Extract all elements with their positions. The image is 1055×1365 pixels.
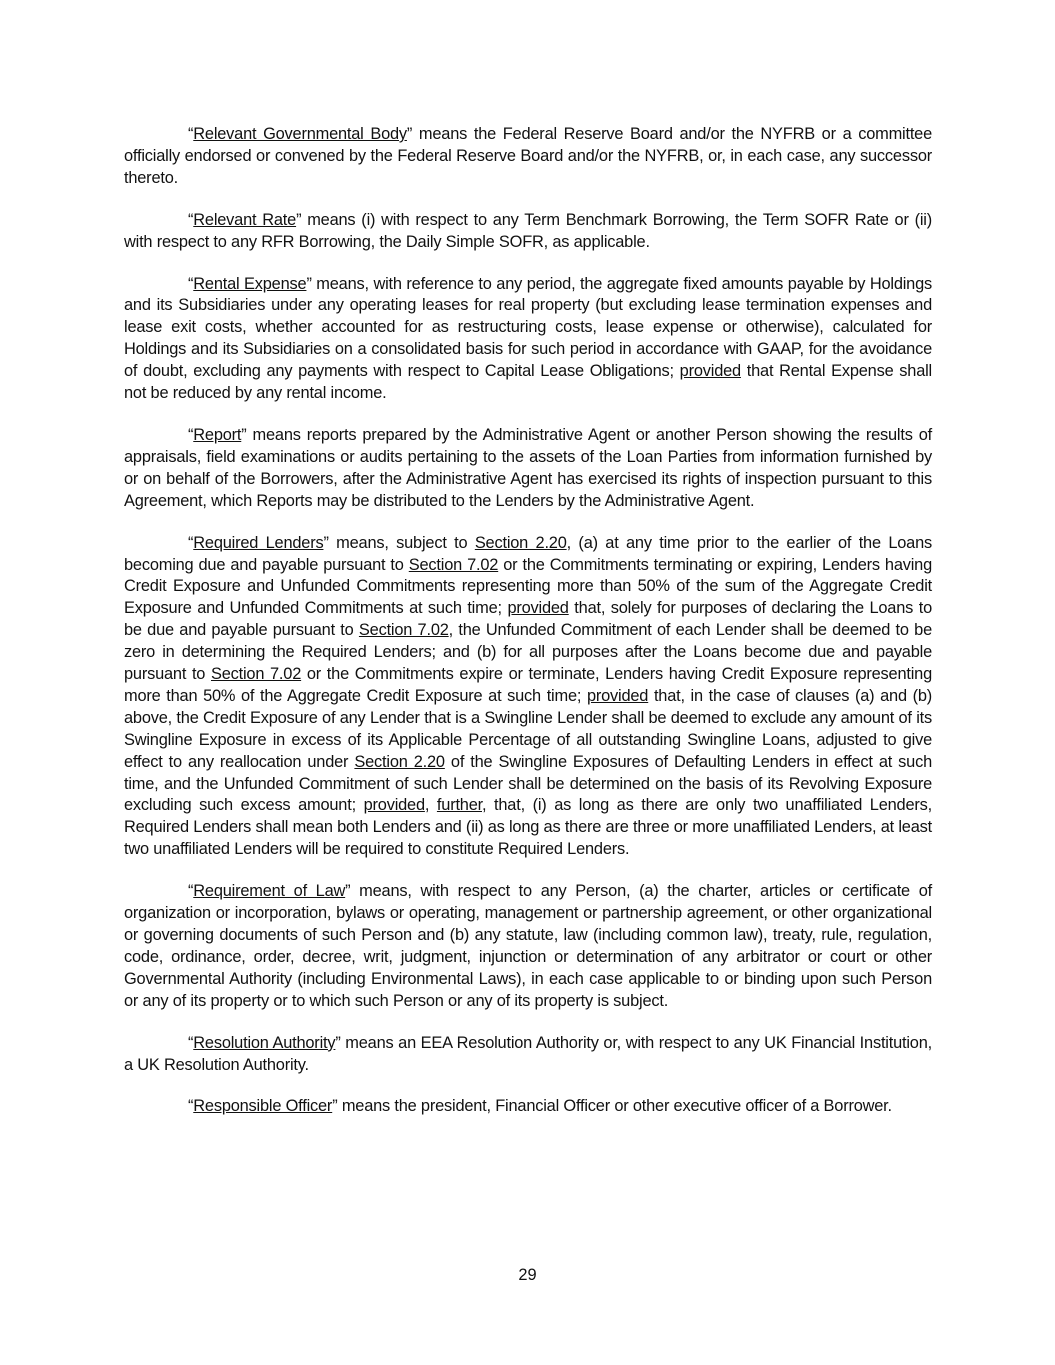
- cross-reference: provided: [363, 796, 425, 815]
- definition-text: means, subject to: [328, 533, 475, 552]
- cross-reference: Section 2.20: [354, 752, 445, 771]
- cross-reference: Section 2.20: [474, 533, 567, 552]
- page-number: 29: [518, 1266, 537, 1284]
- definition-paragraph: “Required Lenders” means, subject to Section 2.20, (a) at any time prior to the earlier of the Loans becoming due and payable pursuant to Section 7.02 or the Commitments terminating or expiring, Lenders having Credit Exposure and Unfunded Commitments representing more than 50% of the sum of the Aggregate Credit Exposure and Unfunded Commitments at such time; provided that, solely for purposes of declaring the Loans to be due and payable pursuant to Section 7.02, the Unfunded Commitment of each Lender shall be deemed to be zero in determining the Required Lenders; and (b) for all purposes after the Loans become due and payable pursuant to Section 7.02 or the Commitments expire or terminate, Lenders having Credit Exposure representing more than 50% of the Aggregate Credit Exposure at such time; provided that, in the case of clauses (a) and (b) above, the Credit Exposure of any Lender that is a Swingline Lender shall be deemed to exclude any amount of its Swingline Exposure in excess of its Applicable Percentage of all outstanding Swingline Loans, adjusted to give effect to any reallocation under Section 2.20 of the Swingline Exposures of Defaulting Lenders in effect at such time, and the Unfunded Commitment of such Lender shall be determined on the basis of its Revolving Exposure excluding such excess amount; provided, further, that, (i) as long as there are only two unaffiliated Lenders, Required Lenders shall mean both Lenders and (ii) as long as there are three or more unaffiliated Lenders, at least two unaffiliated Lenders will be required to constitute Required Lenders.: [124, 533, 933, 859]
- definition-text: , (a) at any time prior to the earlier of the Loans becoming due and payable pursuant to: [124, 533, 932, 574]
- cross-reference: provided: [679, 362, 741, 381]
- defined-term: Resolution Authority: [193, 1033, 336, 1052]
- cross-reference: provided: [507, 599, 569, 618]
- definition-paragraph: “Rental Expense” means, with reference to any period, the aggregate fixed amounts payable by Holdings and its Subsidiaries under any operating leases for real property (but excluding lease termination expenses and lease exit costs, whether accounted for as restructuring costs, lease expense or otherwise), calculated for Holdings and its Subsidiaries on a consolidated basis for such period in accordance with GAAP, for the avoidance of doubt, excluding any payments with respect to Capital Lease Obligations; provided that Rental Expense shall not be reduced by any rental income.: [124, 274, 933, 403]
- definition-text: that Rental Expense shall not be reduced by any rental income.: [124, 362, 932, 403]
- definition-text: of the Swingline Exposures of Defaulting Lenders in effect at such time, and the Unfunded Commitment of such Lender shall be determined on the basis of its Revolving Exposure excluding such excess amount;: [124, 752, 933, 815]
- definition-text: means the Federal Reserve Board and/or the NYFRB or a committee officially endorsed or convened by the Federal Reserve Board and/or the NYFRB, or, in each case, any successor thereto.: [124, 125, 933, 187]
- cross-reference: provided: [586, 686, 649, 705]
- cross-reference: Section 7.02: [210, 665, 302, 684]
- defined-term: Responsible Officer: [193, 1097, 333, 1116]
- definition-text: ,: [424, 796, 437, 815]
- definition-text: , the Unfunded Commitment of each Lender shall be deemed to be zero in determining the Required Lenders; and (b) for all purposes after the Loans become due and payable pursuant to: [124, 621, 932, 684]
- definition-text: , that, (i) as long as there are only two unaffiliated Lenders, Required Lenders shall mean both Lenders and (ii) as long as there are three or more unaffiliated Lenders, at least two unaffiliated Lenders will be required to constitute Required Lenders.: [124, 796, 932, 859]
- cross-reference: further: [436, 796, 482, 815]
- document-page: [124, 124, 932, 1138]
- definition-text: or the Commitments expire or terminate, Lenders having Credit Exposure representing more than 50% of the Aggregate Credit Exposure at such time;: [124, 665, 933, 705]
- definition-text: means reports prepared by the Administrative Agent or another Person showing the results of appraisals, field examinations or audits pertaining to the assets of the Loan Parties from information furnished by or on behalf of the Borrowers, after the Administrative Agent has exercised its rights of inspection pursuant to this Agreement, which Reports may be distributed to the Lenders by the Administrative Agent.: [124, 425, 932, 510]
- cross-reference: Section 7.02: [358, 621, 449, 640]
- definition-paragraph: “Relevant Rate” means (i) with respect to any Term Benchmark Borrowing, the Term SOFR Rate or (ii) with respect to any RFR Borrowing, the Daily Simple SOFR, as applicable.: [124, 210, 932, 251]
- definition-text: means (i) with respect to any Term Benchmark Borrowing, the Term SOFR Rate or (ii) with respect to any RFR Borrowing, the Daily Simple SOFR, as applicable.: [124, 210, 932, 251]
- cross-reference: Section 7.02: [408, 555, 499, 574]
- defined-term: Requirement of Law: [193, 882, 346, 901]
- definition-text: means, with reference to any period, the aggregate fixed amounts payable by Holdings and its Subsidiaries under any operating leases for real property (but excluding lease termination expenses and lease exit costs, whether accounted for as restructuring costs, lease expense or otherwise), calculated for Holdings and its Subsidiaries on a consolidated basis for such period in accordance with GAAP, for the avoidance of doubt, excluding any payments with respect to Capital Lease Obligations;: [124, 274, 933, 381]
- definition-paragraph: “Requirement of Law” means, with respect to any Person, (a) the charter, articles or certificate of organization or incorporation, bylaws or operating, management or partnership agreement, or other organizational or governing documents of such Person and (b) any statute, law (including common law), treaty, rule, regulation, code, ordinance, order, decree, writ, judgment, injunction or determination of any arbitrator or court or other Governmental Authority (including Environmental Laws), in each case applicable to or binding upon such Person or any of its property or to which such Person or any of its property is subject.: [124, 882, 932, 1010]
- defined-term: Required Lenders: [193, 533, 324, 552]
- defined-term: Report: [193, 425, 242, 444]
- definition-text: or the Commitments terminating or expiring, Lenders having Credit Exposure and Unfunded Commitments representing more than 50% of the sum of the Aggregate Credit Exposure and Unfunded Commitments at such time;: [124, 555, 933, 618]
- definition-text: means, with respect to any Person, (a) the charter, articles or certificate of organization or incorporation, bylaws or operating, management or partnership agreement, or other organizational or governing documents of such Person and (b) any statute, law (including common law), treaty, rule, regulation, code, ordinance, order, decree, writ, judgment, injunction or determination of any arbitrator or court or other Governmental Authority (including Environmental Laws), in each case applicable to or binding upon such Person or any of its property or to which such Person or any of its property is subject.: [124, 882, 932, 1010]
- definition-text: means an EEA Resolution Authority or, with respect to any UK Financial Institution, a UK Resolution Authority.: [124, 1033, 932, 1074]
- definition-text: that, in the case of clauses (a) and (b) above, the Credit Exposure of any Lender that is a Swingline Lender shall be deemed to exclude any amount of its Swingline Exposure in excess of its Applicable Percentage of all outstanding Swingline Loans, adjusted to give effect to any reallocation under: [124, 686, 933, 771]
- definitions-list: [124, 124, 932, 1118]
- defined-term: Relevant Rate: [193, 210, 297, 229]
- definition-paragraph: “Relevant Governmental Body” means the Federal Reserve Board and/or the NYFRB or a committee officially endorsed or convened by the Federal Reserve Board and/or the NYFRB, or, in each case, any successor thereto.: [124, 125, 933, 187]
- definition-text: means the president, Financial Officer or other executive officer of a Borrower.: [337, 1097, 892, 1116]
- definition-paragraph: “Report” means reports prepared by the Administrative Agent or another Person showing the results of appraisals, field examinations or audits pertaining to the assets of the Loan Parties from information furnished by or on behalf of the Borrowers, after the Administrative Agent has exercised its rights of inspection pursuant to this Agreement, which Reports may be distributed to the Lenders by the Administrative Agent.: [124, 425, 932, 510]
- definition-paragraph: “Resolution Authority” means an EEA Resolution Authority or, with respect to any UK Financial Institution, a UK Resolution Authority.: [124, 1033, 932, 1074]
- definition-paragraph: “Responsible Officer” means the president, Financial Officer or other executive officer of a Borrower.: [188, 1097, 892, 1116]
- defined-term: Rental Expense: [193, 274, 307, 293]
- defined-term: Relevant Governmental Body: [193, 125, 407, 143]
- definition-text: that, solely for purposes of declaring the Loans to be due and payable pursuant to: [124, 599, 932, 640]
